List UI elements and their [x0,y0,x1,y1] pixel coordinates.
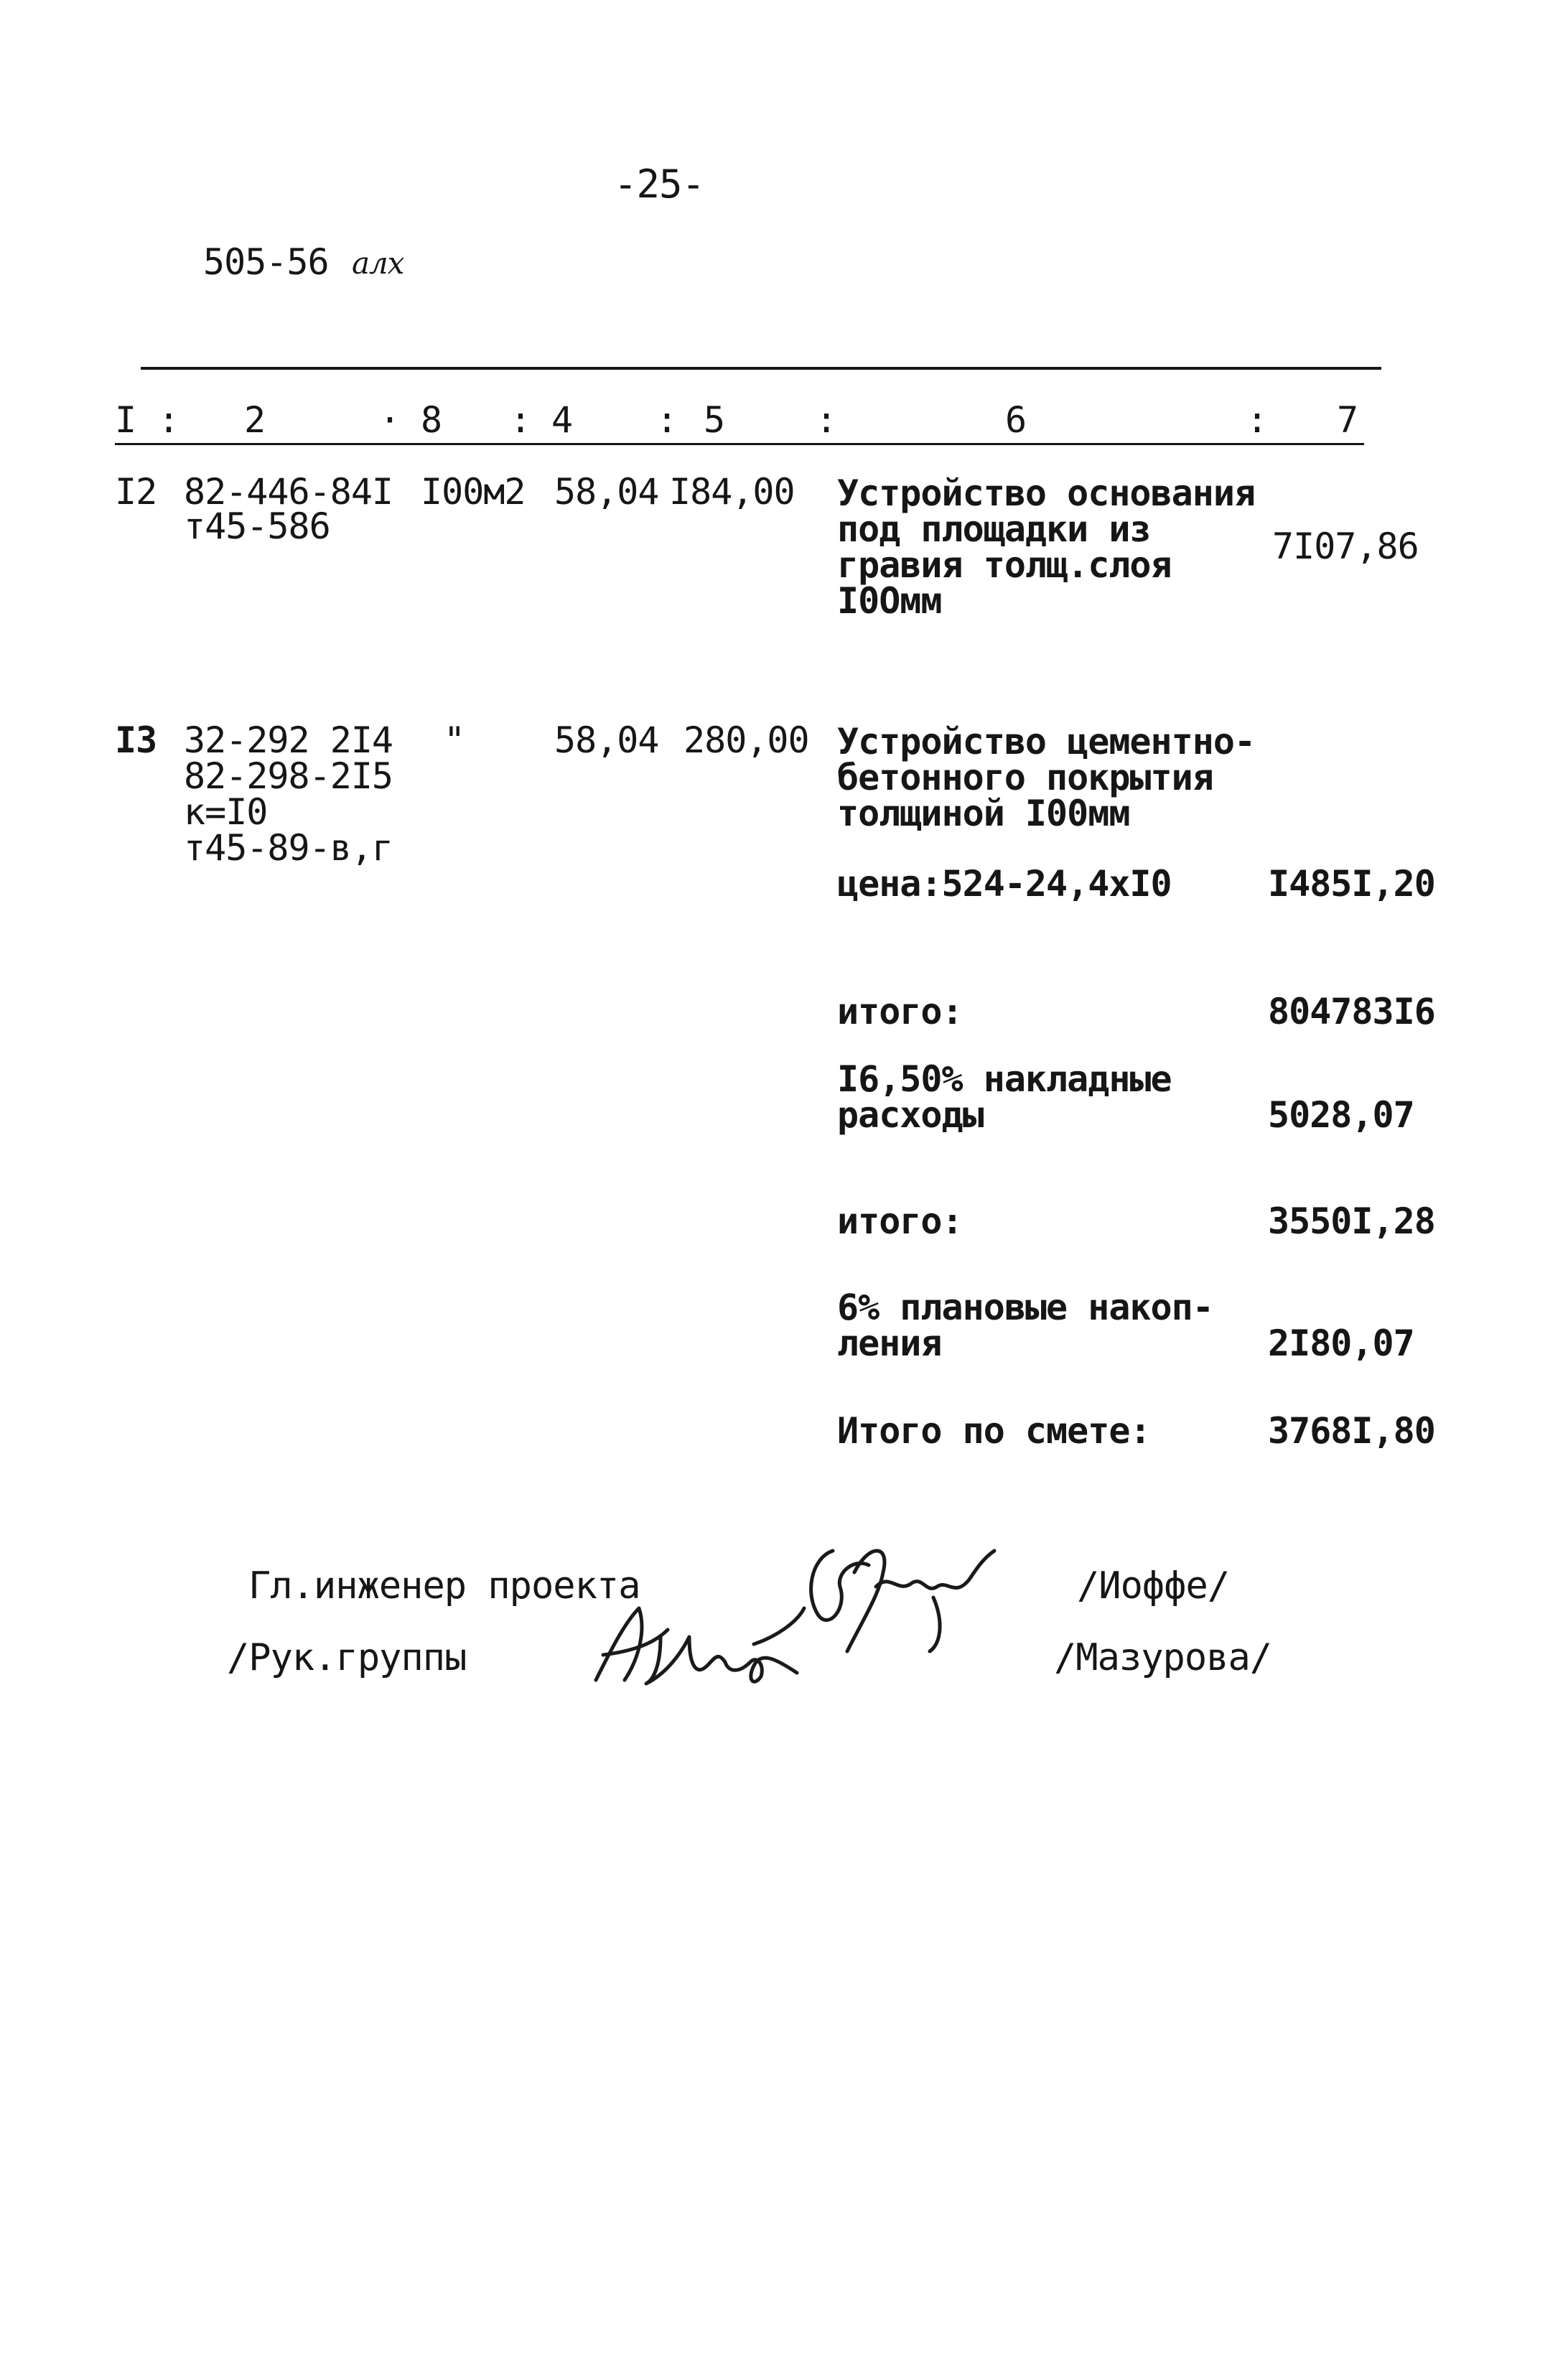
summary-label: I6,50% накладные [837,1058,1172,1100]
row-number: I2 [115,471,157,513]
rate-code: т45-586 [184,505,330,547]
group-lead-signature [582,1594,811,1694]
price-calculation: цена:524-24,4xI0 [837,863,1172,905]
grand-total-value: 3768I,80 [1268,1410,1435,1452]
table-top-rule [141,367,1381,370]
description-line: Устройство основания [837,472,1256,514]
quantity: 58,04 [554,719,659,761]
description-line: толщиной I00мм [837,793,1130,834]
column-number-2: 2 [244,399,266,441]
handwritten-note: алх [352,246,404,281]
column-separator: : [656,399,678,441]
description-line: I0Омм [837,580,942,622]
row-total: I485I,20 [1268,863,1435,905]
rate-code: к=I0 [184,791,268,833]
column-number-3: 8 [421,399,442,441]
summary-label: ления [837,1322,942,1364]
column-number-5: 5 [704,399,725,441]
document-code: 505-56 [203,241,329,283]
description-line: под площадки из [837,508,1151,550]
unit-price: I84,00 [669,471,795,513]
summary-label: итого: [837,991,963,1032]
column-separator: : [510,399,531,441]
chief-engineer-name: /Иоффе/ [1077,1564,1230,1608]
unit-ditto: " [444,719,465,761]
column-separator: : [158,399,179,441]
column-separator: · [379,399,401,441]
summary-value: 2I80,07 [1268,1322,1414,1364]
column-number-4: 4 [551,399,573,441]
rate-code: т45-89-в,г [184,827,393,869]
group-lead-name: /Мазурова/ [1054,1636,1272,1679]
column-number-6: 6 [1005,399,1027,441]
rate-code: 82-446-84I [184,471,393,513]
page-number: -25- [614,162,705,207]
summary-value: 5028,07 [1268,1094,1414,1136]
column-separator: : [1246,399,1268,441]
column-number-1: I [115,399,136,441]
rate-code: 32-292 2I4 [184,719,393,761]
unit: I00м2 [421,471,526,513]
unit-price: 280,00 [683,719,809,761]
grand-total-label: Итого по смете: [837,1410,1151,1452]
row-total: 7I07,86 [1272,526,1419,567]
summary-value: 804783I6 [1268,991,1435,1032]
summary-label: 6% плановые накоп- [837,1287,1213,1328]
summary-label: итого: [837,1200,963,1242]
row-number: I3 [115,719,157,761]
rate-code: 82-298-2I5 [184,755,393,797]
summary-label: расходы [837,1094,984,1136]
group-lead-title: /Рук.группы [227,1636,467,1679]
chief-engineer-title: Гл.инженер проекта [248,1564,640,1608]
table-header-rule [115,443,1364,445]
description-line: Устройство цементно- [837,721,1256,762]
description-line: бетонного покрытия [837,757,1213,798]
column-number-7: 7 [1337,399,1358,441]
chief-engineer-signature [790,1529,1005,1658]
column-separator: : [816,399,837,441]
description-line: гравия толщ.слоя [837,544,1172,586]
quantity: 58,04 [554,471,659,513]
summary-value: 3550I,28 [1268,1200,1435,1242]
